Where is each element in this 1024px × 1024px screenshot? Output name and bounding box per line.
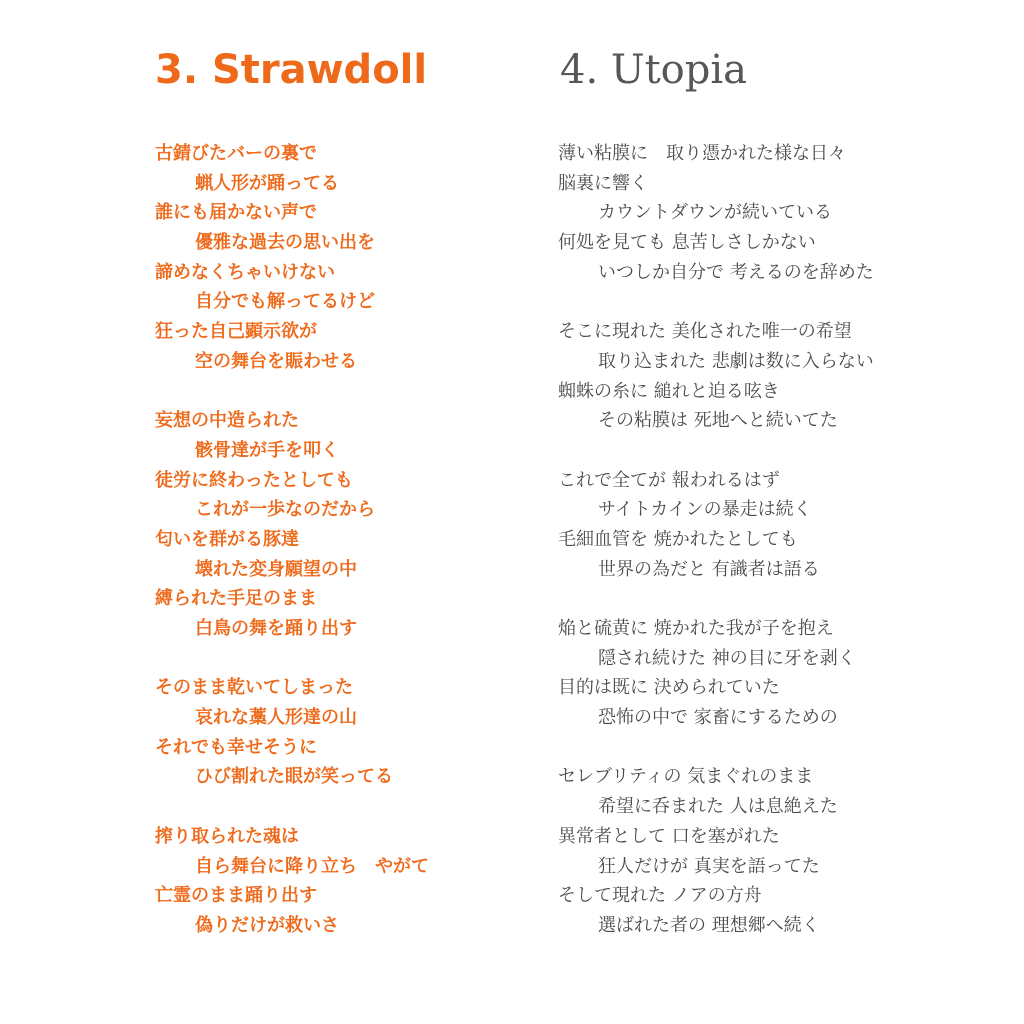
lyric-line: 異常者として 口を塞がれた [558, 825, 780, 847]
stanza-gap [558, 436, 874, 466]
lyric-line: 亡霊のまま踊り出す [155, 885, 317, 907]
lyric-line: 古錆びたバーの裏で [155, 143, 317, 164]
lyric-line: 匂いを群がる豚達 [155, 528, 299, 550]
lyric-line: セレブリティの 気まぐれのまま [558, 766, 814, 788]
lyric-line: 妄想の中造られた [155, 410, 299, 432]
lyric-line: 自分でも解ってるけど [195, 291, 375, 313]
lyric-line: 誰にも届かない声で [155, 202, 317, 224]
lyric-line: 焔と硫黄に 焼かれた我が子を抱え [558, 618, 834, 639]
lyric-line: 恐怖の中で 家畜にするための [598, 707, 838, 729]
lyric-line: 壊れた変身願望の中 [195, 558, 357, 580]
stanza-gap [558, 287, 874, 317]
lyric-line: 空の舞台を賑わせる [195, 350, 357, 372]
strawdoll-lyrics [155, 139, 429, 941]
lyric-line: 選ばれた者の 理想郷へ続く [598, 914, 820, 936]
lyric-line: 蜘蛛の糸に 縋れと迫る呟き [558, 380, 780, 402]
lyric-line: 蝋人形が踊ってる [195, 172, 339, 194]
lyric-line: 脳裏に響く [558, 172, 648, 194]
lyric-line: 狂った自己顕示欲が [155, 321, 317, 343]
lyric-line: 優雅な過去の思い出を [195, 232, 375, 254]
lyric-line: いつしか自分で 考えるのを辞めた [598, 261, 874, 283]
lyric-line: 毛細血管を 焼かれたとしても [558, 528, 798, 550]
lyric-line: ひび割れた眼が笑ってる [195, 766, 393, 788]
lyric-line: これで全てが 報われるはず [558, 469, 780, 491]
lyric-line: そこに現れた 美化された唯一の希望 [558, 321, 852, 343]
stanza-gap [558, 733, 874, 763]
stanza-gap [155, 644, 429, 674]
lyric-line: 隠され続けた 神の目に牙を剥く [598, 647, 856, 669]
lyric-line: 搾り取られた魂は [155, 825, 299, 847]
lyric-line: カウントダウンが続いている [598, 202, 832, 224]
lyric-line: そして現れた ノアの方舟 [558, 885, 762, 907]
lyric-line: 偽りだけが救いさ [195, 914, 339, 936]
song-title-utopia: 4. Utopia [560, 47, 747, 93]
stanza-gap [155, 792, 429, 822]
song-title-strawdoll: 3. Strawdoll [155, 47, 428, 93]
lyric-line: 白鳥の舞を踊り出す [195, 618, 357, 639]
stanza-gap [155, 377, 429, 407]
lyric-line: 徒労に終わったとしても [155, 469, 353, 491]
utopia-lyrics [558, 139, 874, 941]
lyric-line: 諦めなくちゃいけない [155, 261, 335, 283]
lyric-line: その粘膜は 死地へと続いてた [598, 410, 838, 432]
lyric-line: 薄い粘膜に 取り憑かれた様な日々 [558, 143, 846, 164]
lyric-line: そのまま乾いてしまった [155, 677, 353, 699]
lyric-line: 狂人だけが 真実を語ってた [598, 855, 820, 877]
lyric-line: 骸骨達が手を叩く [195, 439, 339, 461]
lyric-line: 哀れな藁人形達の山 [195, 707, 357, 729]
lyric-line: 希望に呑まれた 人は息絶えた [598, 796, 838, 818]
lyric-line: これが一歩なのだから [195, 499, 375, 521]
lyric-line: 目的は既に 決められていた [558, 677, 780, 699]
lyric-line: 自ら舞台に降り立ち やがて [195, 855, 429, 877]
lyric-line: サイトカインの暴走は続く [598, 499, 812, 521]
stanza-gap [558, 584, 874, 614]
lyric-line: 縛られた手足のまま [155, 588, 317, 610]
lyric-line: 取り込まれた 悲劇は数に入らない [598, 350, 874, 372]
lyric-line: それでも幸せそうに [155, 736, 317, 758]
lyric-line: 何処を見ても 息苦しさしかない [558, 232, 816, 254]
lyric-line: 世界の為だと 有識者は語る [598, 558, 820, 580]
